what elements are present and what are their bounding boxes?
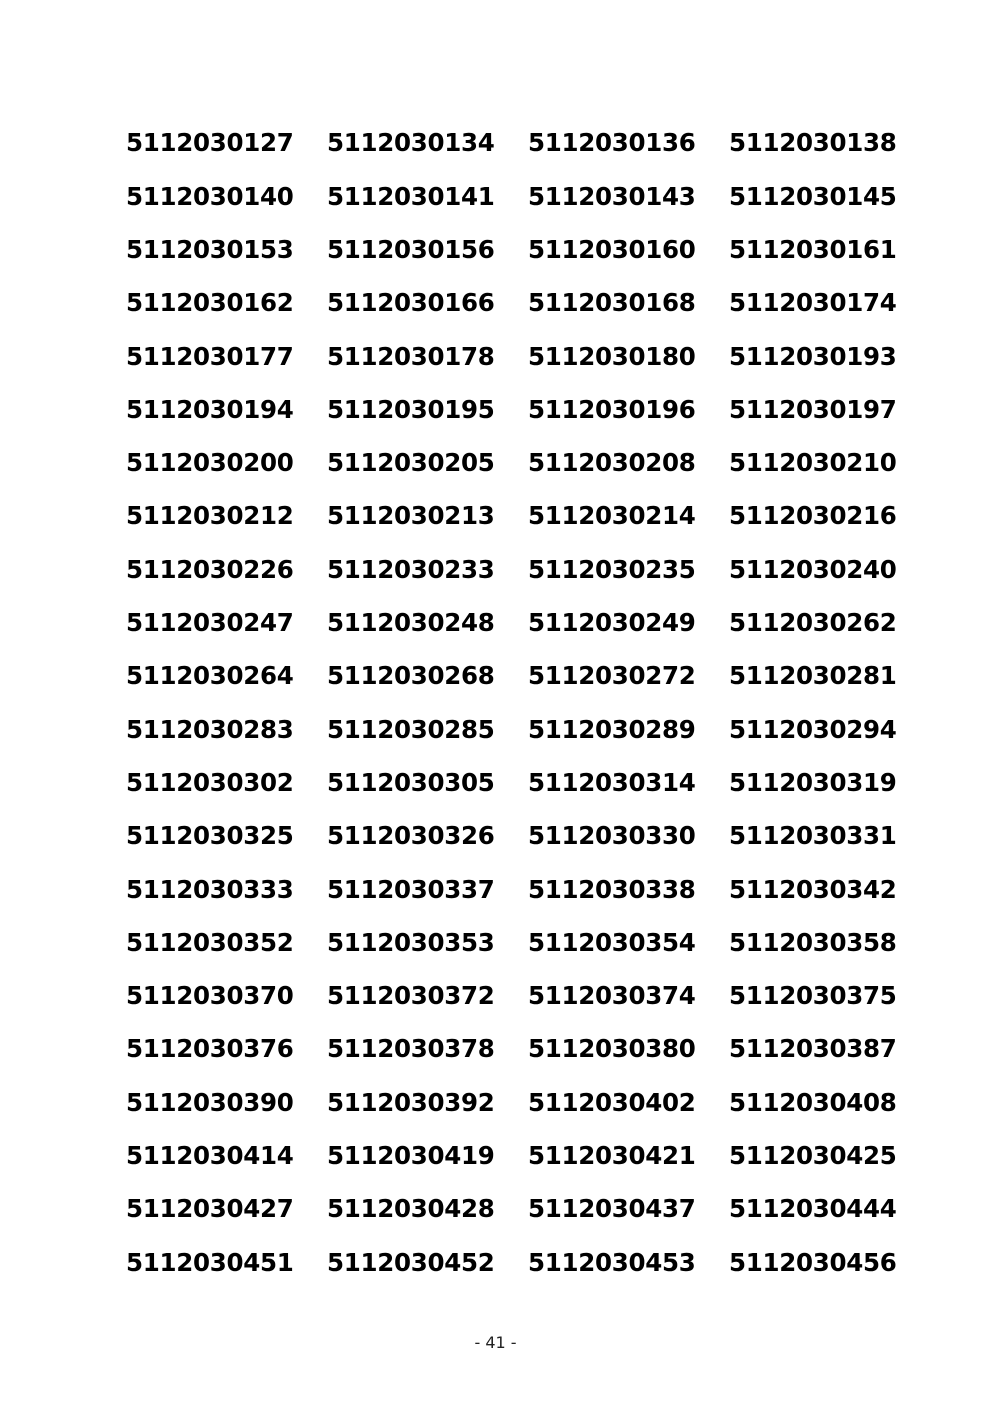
number-item: 5112030208 [528,448,696,478]
number-item: 5112030370 [126,981,294,1011]
number-item: 5112030294 [729,714,897,744]
number-item: 5112030264 [126,661,294,691]
number-item: 5112030421 [528,1141,696,1171]
number-item: 5112030330 [528,821,696,851]
number-item: 5112030402 [528,1087,696,1117]
page-number: - 41 - [474,1333,517,1352]
number-item: 5112030210 [729,448,897,478]
number-item: 5112030358 [729,927,897,957]
number-item: 5112030337 [327,874,495,904]
number-item: 5112030452 [327,1247,495,1277]
number-item: 5112030387 [729,1034,897,1064]
number-item: 5112030425 [729,1141,897,1171]
number-item: 5112030214 [528,501,696,531]
number-item: 5112030249 [528,608,696,638]
number-item: 5112030408 [729,1087,897,1117]
number-item: 5112030233 [327,554,495,584]
number-item: 5112030140 [126,181,294,211]
number-item: 5112030141 [327,181,495,211]
number-item: 5112030375 [729,981,897,1011]
number-item: 5112030451 [126,1247,294,1277]
number-item: 5112030444 [729,1194,897,1224]
number-item: 5112030197 [729,394,897,424]
number-item: 5112030319 [729,767,897,797]
number-item: 5112030428 [327,1194,495,1224]
number-item: 5112030145 [729,181,897,211]
number-item: 5112030180 [528,341,696,371]
number-item: 5112030437 [528,1194,696,1224]
number-item: 5112030353 [327,927,495,957]
number-item: 5112030194 [126,394,294,424]
number-item: 5112030166 [327,288,495,318]
number-item: 5112030333 [126,874,294,904]
number-item: 5112030162 [126,288,294,318]
number-item: 5112030331 [729,821,897,851]
number-item: 5112030376 [126,1034,294,1064]
number-item: 5112030390 [126,1087,294,1117]
number-list [126,117,897,1290]
number-item: 5112030372 [327,981,495,1011]
number-item: 5112030240 [729,554,897,584]
number-item: 5112030302 [126,767,294,797]
number-item: 5112030247 [126,608,294,638]
number-item: 5112030235 [528,554,696,584]
number-item: 5112030156 [327,234,495,264]
number-item: 5112030314 [528,767,696,797]
number-item: 5112030272 [528,661,696,691]
number-item: 5112030226 [126,554,294,584]
number-item: 5112030342 [729,874,897,904]
number-item: 5112030456 [729,1247,897,1277]
number-item: 5112030138 [729,128,897,158]
number-item: 5112030174 [729,288,897,318]
number-item: 5112030248 [327,608,495,638]
number-item: 5112030213 [327,501,495,531]
number-item: 5112030338 [528,874,696,904]
number-item: 5112030168 [528,288,696,318]
number-item: 5112030161 [729,234,897,264]
number-item: 5112030143 [528,181,696,211]
number-item: 5112030354 [528,927,696,957]
number-item: 5112030305 [327,767,495,797]
number-item: 5112030392 [327,1087,495,1117]
number-item: 5112030378 [327,1034,495,1064]
number-item: 5112030352 [126,927,294,957]
number-item: 5112030195 [327,394,495,424]
number-item: 5112030325 [126,821,294,851]
number-item: 5112030216 [729,501,897,531]
number-item: 5112030283 [126,714,294,744]
number-item: 5112030177 [126,341,294,371]
number-item: 5112030134 [327,128,495,158]
number-item: 5112030419 [327,1141,495,1171]
number-item: 5112030285 [327,714,495,744]
number-item: 5112030178 [327,341,495,371]
number-item: 5112030200 [126,448,294,478]
number-item: 5112030380 [528,1034,696,1064]
number-item: 5112030268 [327,661,495,691]
number-item: 5112030453 [528,1247,696,1277]
number-item: 5112030160 [528,234,696,264]
number-item: 5112030153 [126,234,294,264]
number-item: 5112030127 [126,128,294,158]
number-item: 5112030196 [528,394,696,424]
number-item: 5112030326 [327,821,495,851]
number-item: 5112030289 [528,714,696,744]
number-item: 5112030205 [327,448,495,478]
number-item: 5112030193 [729,341,897,371]
number-item: 5112030212 [126,501,294,531]
number-item: 5112030262 [729,608,897,638]
number-item: 5112030136 [528,128,696,158]
number-item: 5112030374 [528,981,696,1011]
number-item: 5112030427 [126,1194,294,1224]
number-item: 5112030414 [126,1141,294,1171]
number-item: 5112030281 [729,661,897,691]
